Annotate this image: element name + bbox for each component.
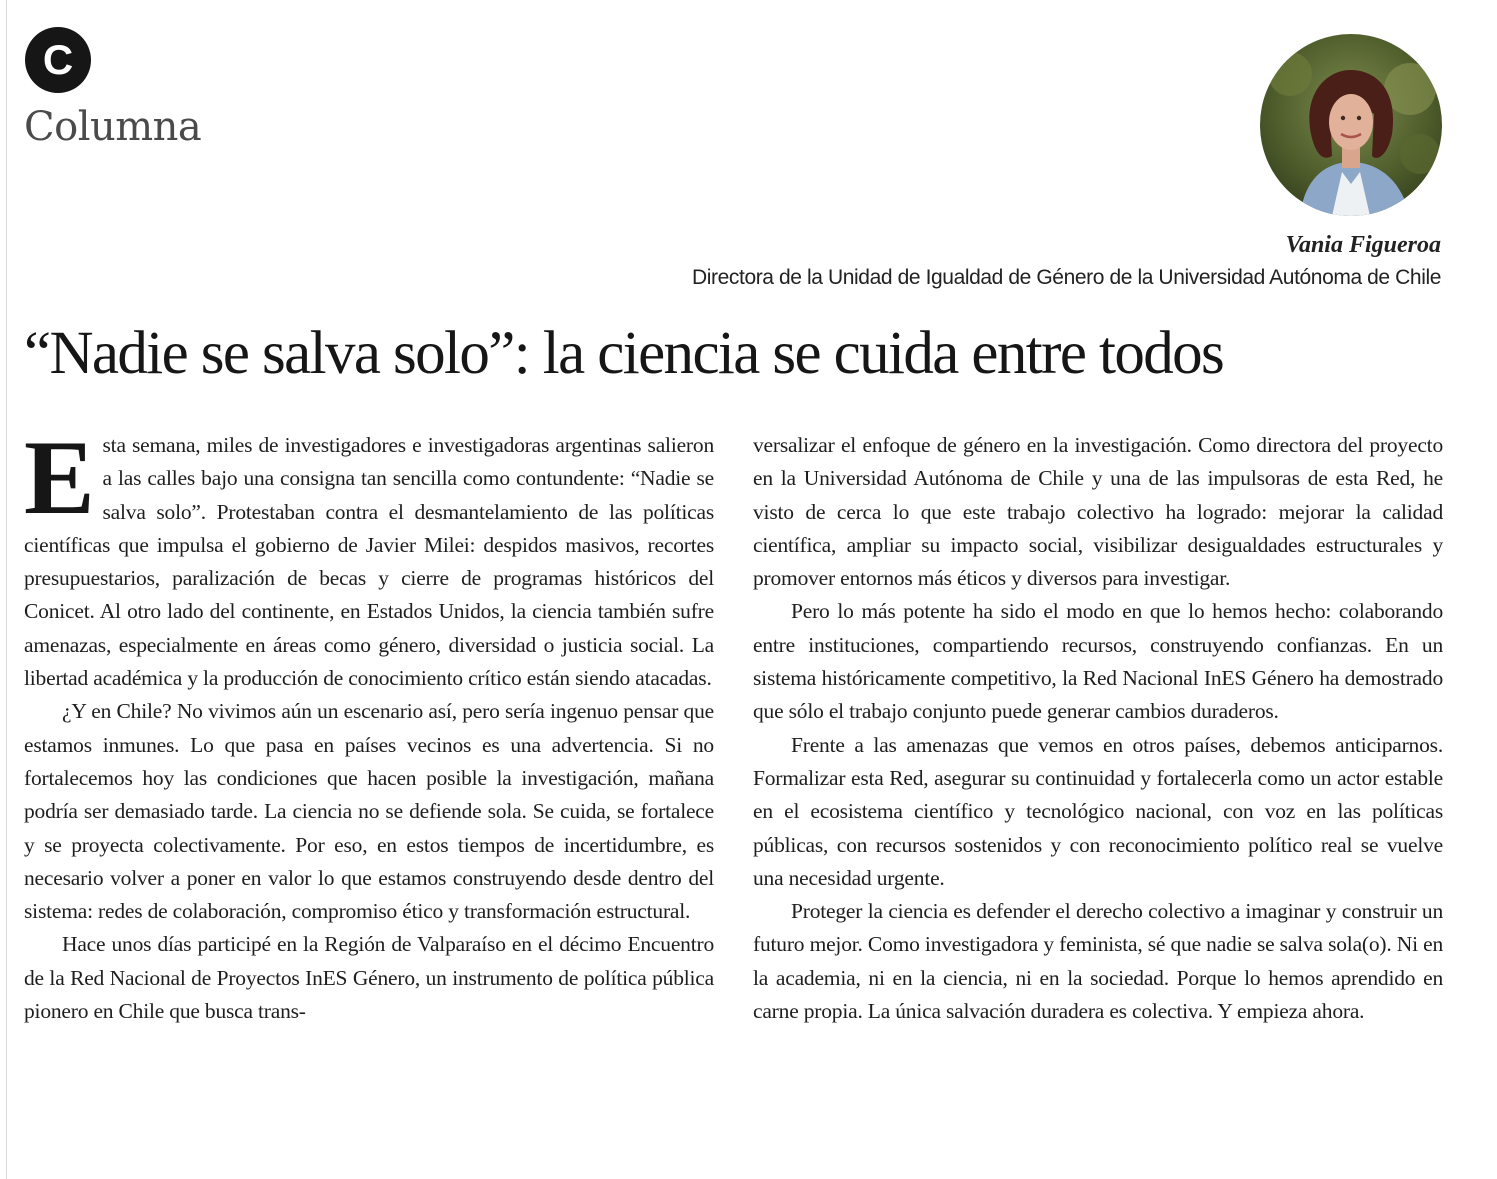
article-paragraph: Proteger la ciencia es defender el derecho colectivo a imaginar y construir un futuro mejor. Como investigadora y feminista, sé que nadie se salva sola(o). Ni en la academia, ni en la ciencia, ni en la sociedad. Porque lo hemos aprendido en carne propia. La única salvación duradera es colectiva. Y empieza ahora.: [753, 899, 1443, 1024]
article-headline: “Nadie se salva solo”: la ciencia se cuida entre todos: [24, 320, 1224, 387]
article-paragraph: ¿Y en Chile? No vivimos aún un escenario así, pero sería ingenuo pensar que estamos inmunes. Lo que pasa en países vecinos es una advertencia. Si no fortalecemos hoy las condiciones que hacen posible la investigación, mañana podría ser demasiado tarde. La ciencia no se defiende sola. Se cuida, se fortalece y se proyecta colectivamente. Por eso, en estos tiempos de incertidumbre, es necesario volver a poner en valor lo que estamos construyendo desde dentro del sistema: redes de colaboración, compromiso ético y transformación estructural.: [24, 699, 714, 924]
section-label: Columna: [24, 104, 202, 150]
author-portrait-icon: [1260, 34, 1442, 216]
article-paragraph: [24, 419, 714, 695]
author-role: Directora de la Unidad de Igualdad de Género de la Universidad Autónoma de Chile: [692, 266, 1441, 289]
article-column-right: [753, 429, 1443, 1028]
author-photo: [1260, 34, 1442, 216]
article-paragraph: Frente a las amenazas que vemos en otros países, debemos anticiparnos. Formalizar esta Red, asegurar su continuidad y fortalecerla como un actor estable en el ecosistema científico y tecnológico nacional, con voz en las políticas públicas, con recursos sostenidos y con reconocimiento político real se vuelve una necesidad urgente.: [753, 732, 1443, 890]
page-edge-rule: [6, 0, 7, 1179]
article-paragraph: Hace unos días participé en la Región de Valparaíso en el décimo Encuentro de la Red Nacional de Proyectos InES Género, un instrumento de política pública pionero en Chile que busca trans-: [24, 932, 714, 1024]
author-name: Vania Figueroa: [1285, 232, 1441, 258]
drop-cap: E: [24, 419, 95, 536]
article-column-left: [24, 419, 714, 1028]
article-paragraph: Pero lo más potente ha sido el modo en que lo hemos hecho: colaborando entre instituciones, compartiendo recursos, construyendo confianzas. En un sistema históricamente competitivo, la Red Nacional InES Género ha demostrado que sólo el trabajo conjunto puede generar cambios duraderos.: [753, 599, 1443, 724]
section-badge-icon: C: [25, 27, 91, 93]
article-paragraph: versalizar el enfoque de género en la investigación. Como directora del proyecto en la Universidad Autónoma de Chile y una de las impulsoras de esta Red, he visto de cerca lo que este trabajo colectivo ha logrado: mejorar la calidad científica, ampliar su impacto social, visibilizar desigualdades estructurales y promover entornos más éticos y diversos para investigar.: [753, 433, 1443, 591]
paragraph-text: sta semana, miles de investigadores e investigadoras argentinas salieron a las calles bajo una consigna tan sencilla como contundente: “Nadie se salva solo”. Protestaban contra el desmantelamiento de las políticas científicas que impulsa el gobierno de Javier Milei: despidos masivos, recortes presupuestarios, paralización de becas y cierre de programas históricos del Conicet. Al otro lado del continente, en Estados Unidos, la ciencia también sufre amenazas, especialmente en áreas como género, diversidad o justicia social. La libertad académica y la producción de conocimiento crítico están siendo atacadas.: [24, 433, 714, 691]
